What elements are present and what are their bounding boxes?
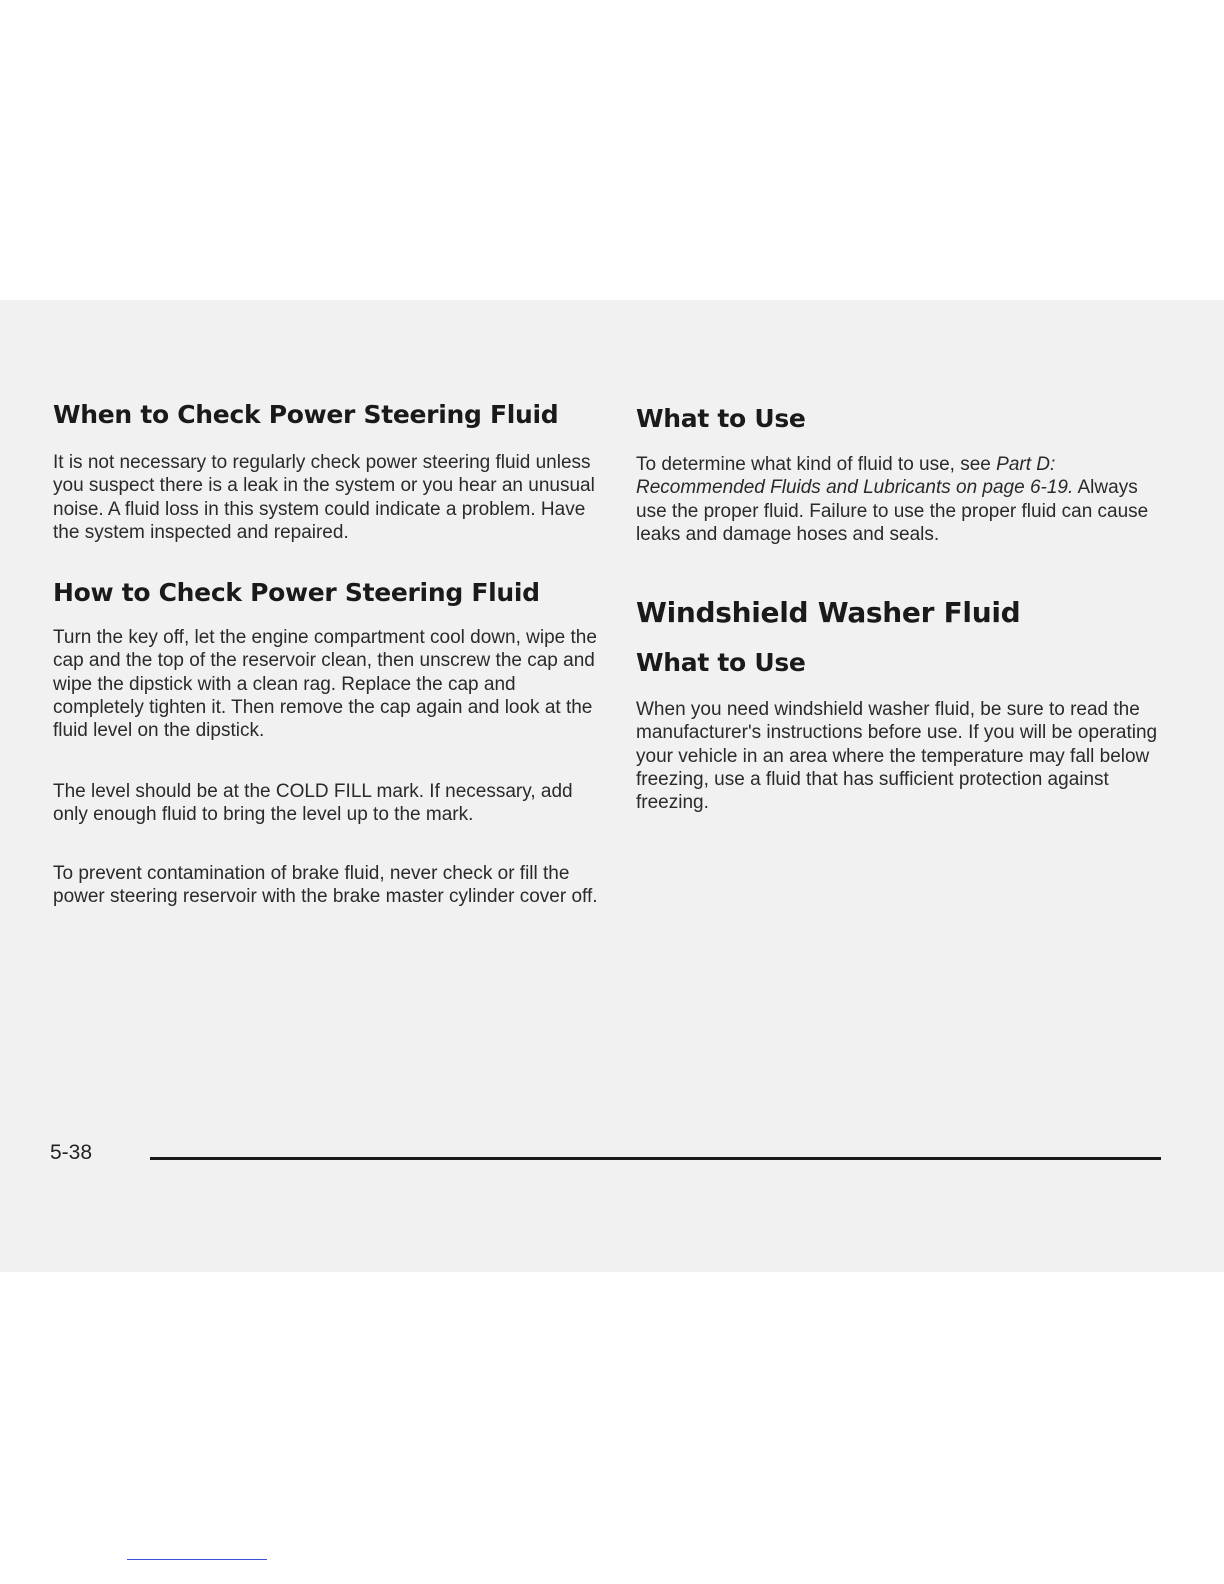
paragraph-cold-fill-level: The level should be at the COLD FILL mark. If necessary, add only enough fluid to bring the level up to the mark.: [53, 781, 573, 826]
bottom-link-underline: [127, 1559, 267, 1560]
paragraph-prevent-contamination: To prevent contamination of brake fluid, never check or fill the power steering reservoir with the brake master cylinder cover off.: [53, 863, 598, 908]
paragraph-tail-text: Always use the proper fluid. Failure to use the proper fluid can cause leaks and damage hoses and seals.: [636, 477, 1149, 545]
heading-when-to-check: When to Check Power Steering Fluid: [53, 400, 559, 429]
section-title-washer-fluid: Windshield Washer Fluid: [636, 596, 1021, 629]
paragraph-what-to-use-steering: [636, 453, 1171, 546]
heading-how-to-check: How to Check Power Steering Fluid: [53, 578, 540, 607]
paragraph-how-to-check: Turn the key off, let the engine compartment cool down, wipe the cap and the top of the reservoir clean, then unscrew the cap and wipe the dipstick with a clean rag. Replace the cap and completely tighten it. Then remove the cap again and look at the fluid level on the dipstick.: [53, 627, 597, 742]
heading-what-to-use-washer: What to Use: [636, 648, 806, 677]
paragraph-lead-text: To determine what kind of fluid to use, see: [636, 454, 997, 475]
footer-rule: [150, 1157, 1161, 1160]
paragraph-what-to-use-washer: When you need windshield washer fluid, be sure to read the manufacturer's instructions before use. If you will be operating your vehicle in an area where the temperature may fall below freezing, use a fluid that has sufficient protection against freezing.: [636, 699, 1158, 814]
cross-reference-link[interactable]: Part D: Recommended Fluids and Lubricants on page 6-19.: [636, 454, 1074, 499]
paragraph-when-to-check: It is not necessary to regularly check power steering fluid unless you suspect there is a leak in the system or you hear an unusual noise. A fluid loss in this system could indicate a problem. Have the system inspected and repaired.: [53, 452, 595, 543]
heading-what-to-use-steering: What to Use: [636, 404, 806, 433]
page-number: 5-38: [50, 1141, 93, 1164]
